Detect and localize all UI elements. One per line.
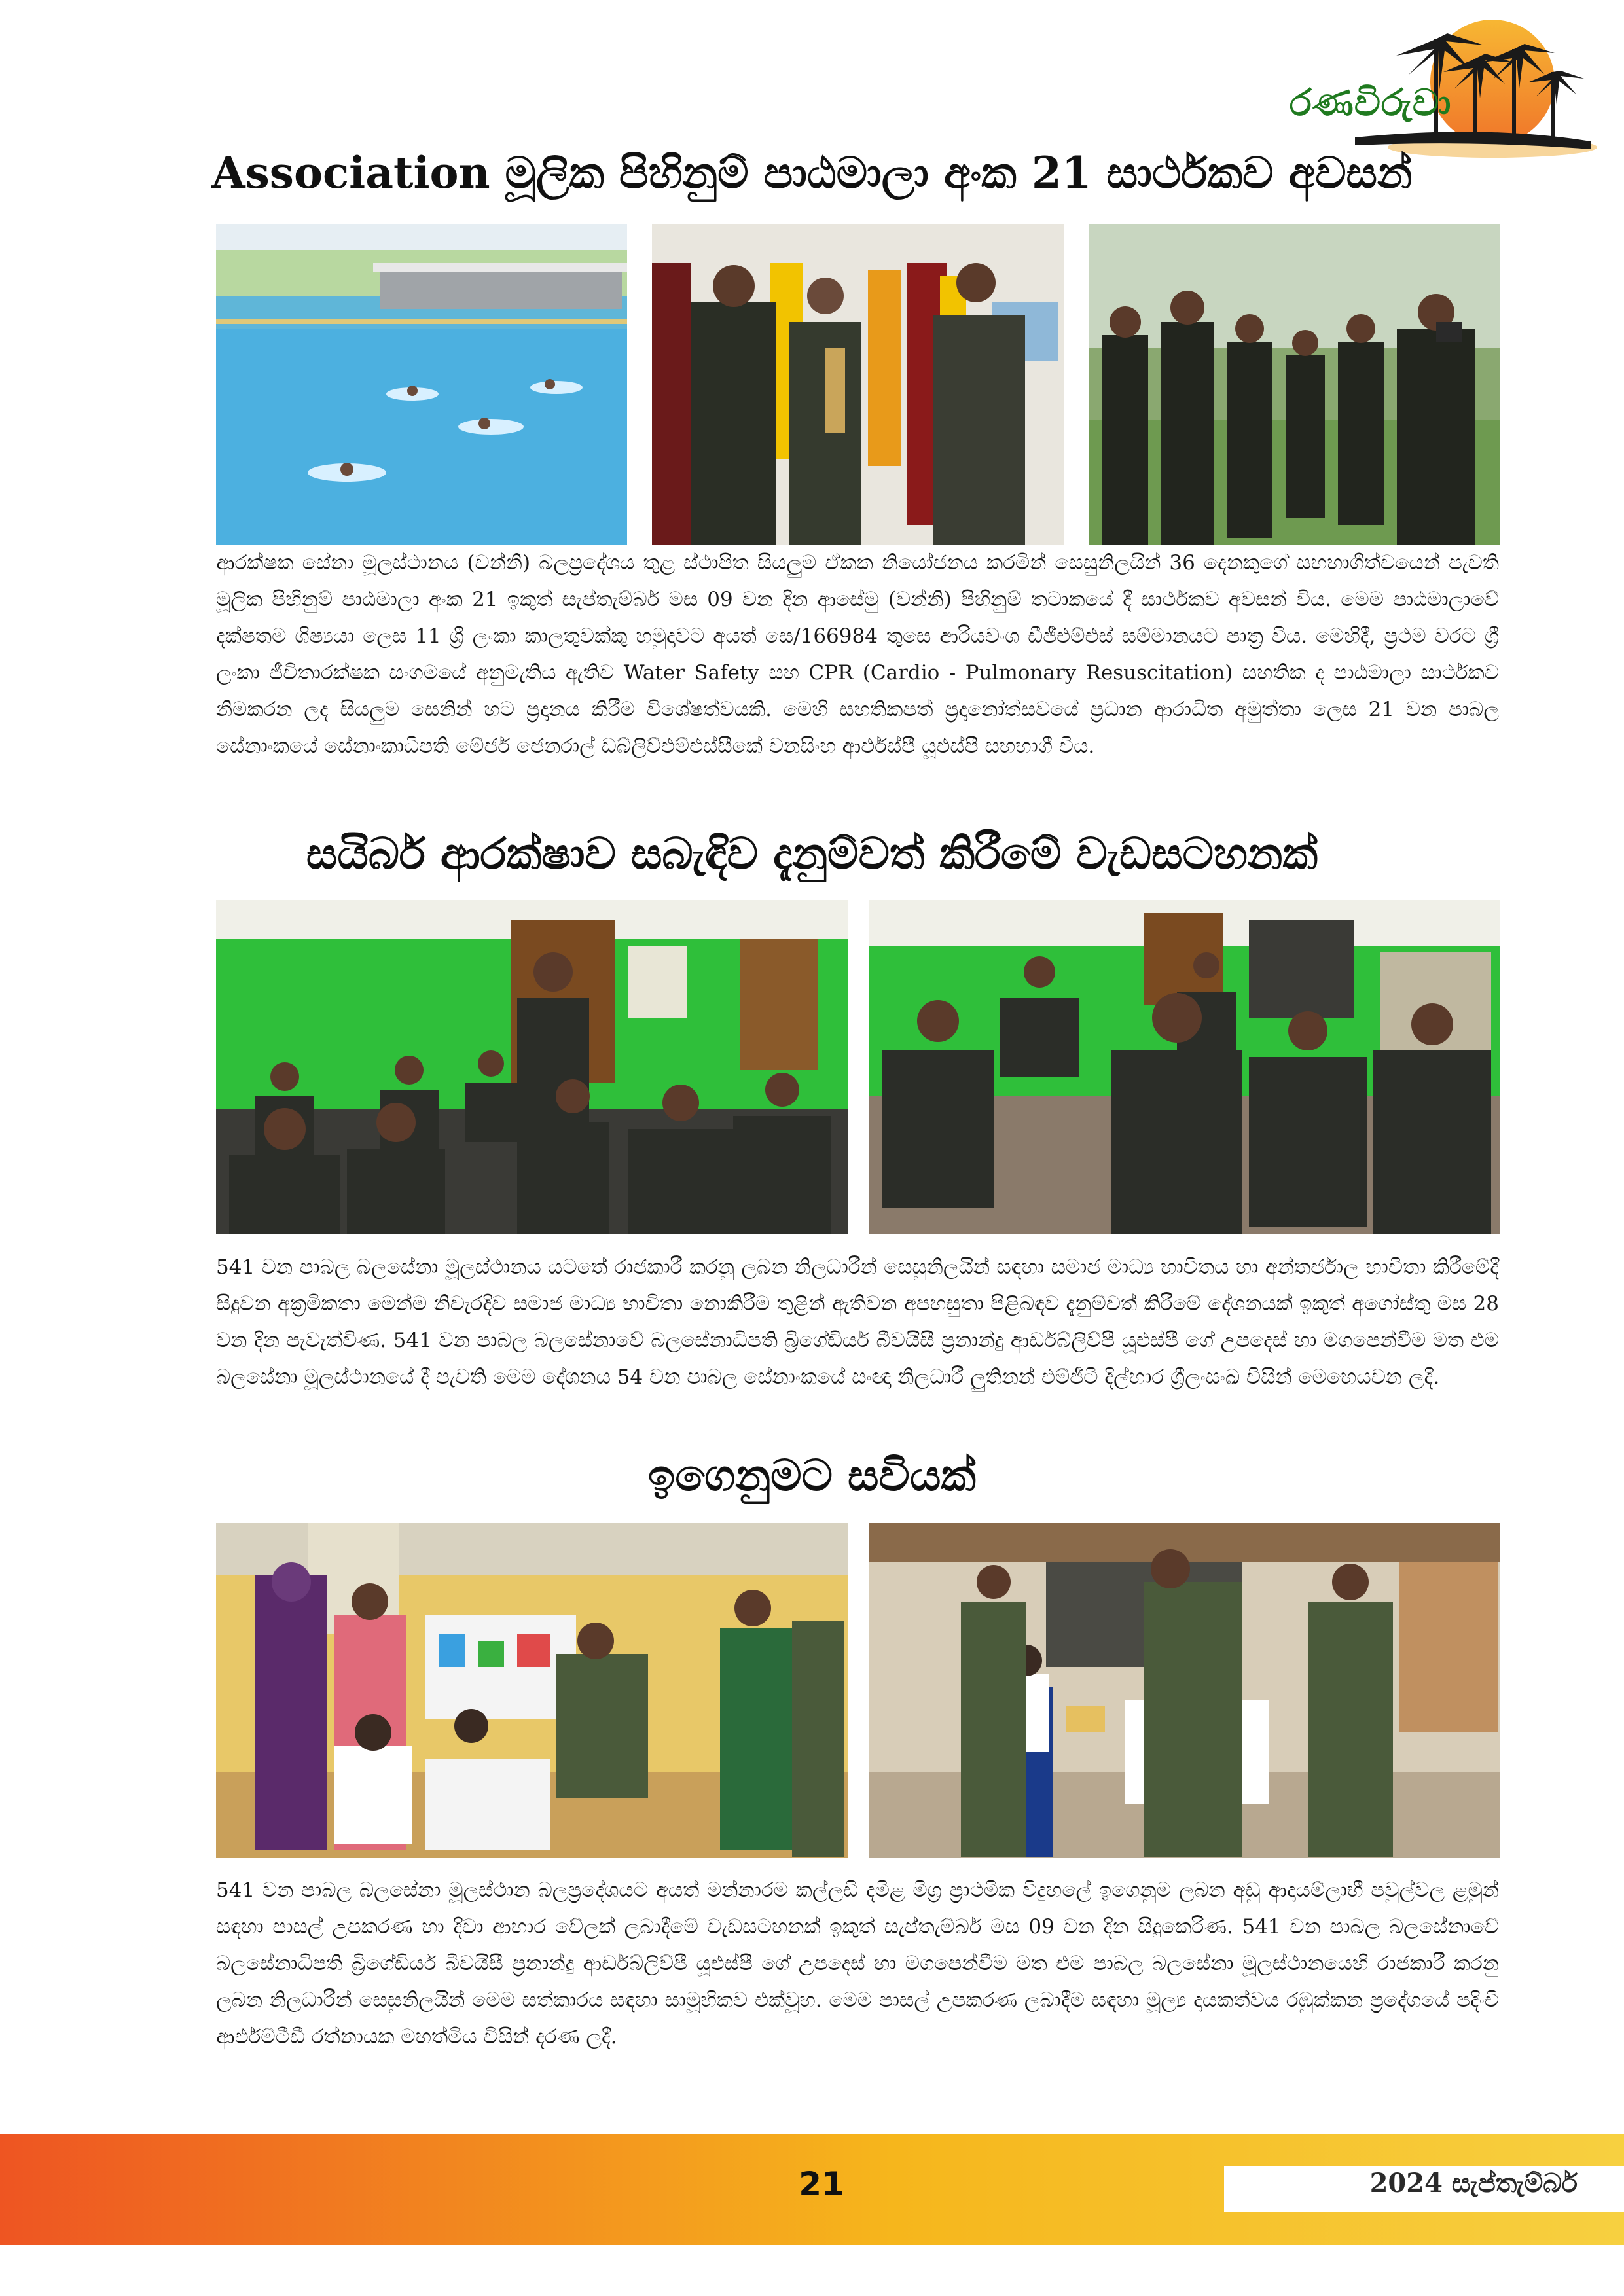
certificate-distribution-photo: [1089, 224, 1500, 545]
swimming-pool-photo: [216, 224, 627, 545]
school-supplies-handover-photo: [869, 1523, 1500, 1858]
seated-officers-photo: [869, 900, 1500, 1234]
article-body: 541 වන පාබල බලසේනා මූලස්ථාන බලප්‍රදේශයට අයත් මන්නාරම කල්ලඩි දමිළ මිශ්‍ර ප්‍රාථමික විදුහලේ ඉගෙනුම ලබන අඩු ආදායම්ලාභී පවුල්වල ළමුන් සඳහා පාසල් උපකරණ හා දිවා ආහාර වේලක් ලබාදීමේ වැඩසටහනක් ඉකුත් සැප්තැම්බර් මස 09 වන දින සිදුකෙරිණ. 541 වන පාබල බලසේනාවේ බලසේනාධිපති බ්‍රිගේඩියර් බීවයිසී ප්‍රනාන්දු ආර්ඩබ්ලිව්පී යූඑස්පී ගේ උපදෙස් හා මගපෙන්වීම මත එම පාබල බලසේනා මූලස්ථානයෙහි රාජකාරී කරනු ලබන නිලධාරීන් සෙසුනිලයින් මෙම සත්කාරය සඳහා සාමූහිකව එක්වූහ. මෙම පාසල් උපකරණ ලබාදීම සඳහා මූල්‍ය දායකත්වය රඹුක්කන ප්‍රදේශයේ පදිංචි ආර්එම්ටීඩී රත්නායක මහත්මිය විසින් දරණ ලදී.: [216, 1878, 1499, 2049]
article-title: ඉගෙනුමට සවියක්: [648, 1450, 976, 1501]
article-title: Association මූලික පිහිනුම් පාඨමාලා අංක 21 සාර්ථකව අවසන්: [211, 147, 1413, 198]
lecture-hall-photo: [216, 900, 848, 1234]
trophy-presentation-photo: [652, 224, 1064, 545]
page-number: 21: [799, 2165, 844, 2203]
classroom-children-photo: [216, 1523, 848, 1858]
article-body: ආරක්ෂක සේනා මූලස්ථානය (වන්නි) බලප්‍රදේශය තුළ ස්ථාපිත සියලුම ඒකක නියෝජනය කරමින් සෙසුනිලයින් 36 දෙනකුගේ සහභාගීත්වයෙන් පැවති මූලික පිහිනුම් පාඨමාලා අංක 21 ඉකුත් සැප්තැම්බර් මස 09 වන දින ආසේමු (වන්නි) පිහිනුම් තටාකයේ දී සාර්ථකව අවසන් විය. මෙම පාඨමාලාවේ දක්ෂතම ශිෂ්‍යයා ලෙස 11 ශ්‍රී ලංකා කාලතුවක්කු හමුදාවට අයත් සෙ/166984 තුසෙ ආරියවංශ ඩීජීඑම්එස් සම්මානයට පාත්‍ර විය. මෙහිදී, ප්‍රථම වරට ශ්‍රී ලංකා ජීවිතාරක්ෂක සංගමයේ අනුමැතිය ඇතිව Water Safety සහ CPR (Cardio - Pulmonary Resuscitation) සහතික ද පාඨමාලා සාර්ථකව නිමකරන ලද සියලුම සෙනින් හට ප්‍රදානය කිරීම විශේෂත්වයකි. මෙහි සහතිකපත් ප්‍රදානෝත්සවයේ ප්‍රධාන ආරාධිත අමුත්තා ලෙස 21 වන පාබල සේනාංකයේ සේනාංකාධිපති මේජර් ජෙනරාල් ඩබ්ලිව්එම්එස්සීකේ වනසිංහ ආර්එස්පී යූඑස්පී සහභාගී විය.: [216, 551, 1499, 758]
article-title: සයිබර් ආරක්ෂාව සබැඳිව දැනුම්වත් කිරීමේ වැඩසටහනක්: [306, 828, 1318, 879]
issue-date: 2024 සැප්තැම්බර්: [1369, 2168, 1578, 2198]
article-body: 541 වන පාබල බලසේනා මූලස්ථානය යටතේ රාජකාරී කරනු ලබන නිලධාරීන් සෙසුනිලයින් සඳහා සමාජ මාධ්‍ය භාවිතය හා අන්තර්ජාල භාවිතා කිරීමේදී සිදුවන අක්‍රමිකතා මෙන්ම නිවැරදිව සමාජ මාධ්‍ය භාවිතා නොකිරීම තුළින් ඇතිවන අපහසුතා පිළිබඳව දැනුම්වත් කිරීමේ දේශනයක් ඉකුත් අගෝස්තු මස 28 වන දින පැවැත්විණ. 541 වන පාබල බලසේනාවේ බලසේනාධිපති බ්‍රිගේඩියර් බීවයිසී ප්‍රනාන්දු ආර්ඩබ්ලිව්පී යූඑස්පී ගේ උපදෙස් හා මගපෙන්වීම මත එම බලසේනා මූලස්ථානයේ දී පැවති මෙම දේශනය 54 වන පාබල සේනාංකයේ සංඥා නිලධාරී ලුතිනන් එම්ජීටී දිල්හාර ශ්‍රීලංසංඛ විසින් මෙහෙයවන ලදී.: [216, 1255, 1499, 1389]
logo-text: රණවිරුවා: [1290, 82, 1452, 124]
